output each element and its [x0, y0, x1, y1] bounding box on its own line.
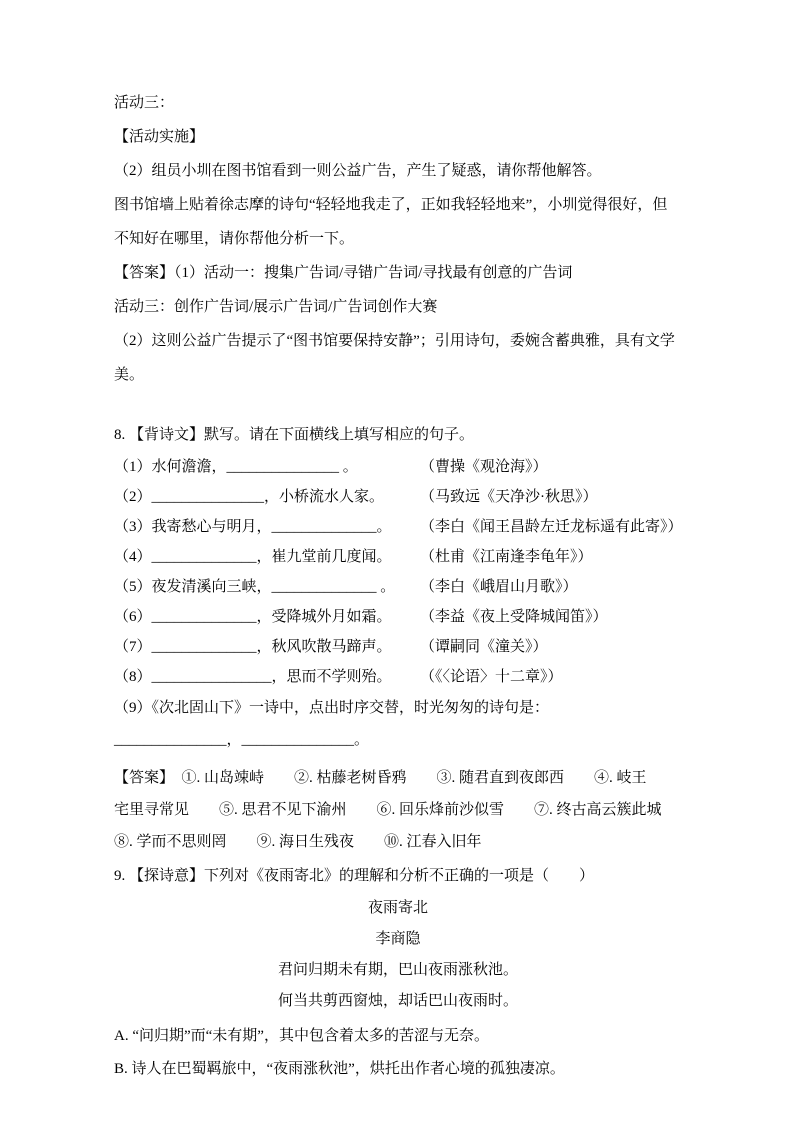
poem-verse-line: 君问归期未有期，巴山夜雨涨秋池。: [277, 962, 518, 978]
dictation-item-text: （1）水何澹澹，_______________ 。: [114, 459, 358, 475]
dictation-item: [114, 452, 682, 482]
dictation-item-text: （6）______________，受降城外月如霜。: [114, 609, 392, 625]
question-9-stem: 9. 【探诗意】下列对《夜雨寄北》的理解和分析不正确的一项是（ ）: [114, 868, 595, 884]
dictation-item: [114, 482, 682, 512]
dictation-item-source: （曹操《观沧海》）: [420, 459, 548, 475]
dictation-item-source: （李白《闻王昌龄左迁龙标遥有此寄》）: [420, 519, 683, 535]
question-9-option-b: B. 诗人在巴蜀羁旅中，“夜雨涨秋池”，烘托出作者心境的孤独凄凉。: [114, 1061, 565, 1077]
dictation-item-text: （7）______________，秋风吹散马蹄声。: [114, 639, 392, 655]
dictation-item: [114, 602, 682, 632]
question-8-stem: 8. 【背诗文】默写。请在下面横线上填写相应的句子。: [114, 427, 475, 443]
dictation-item-source: （马致远《天净沙·秋思》）: [420, 489, 598, 505]
dictation-item-source: （《〈论语〉十二章》）: [420, 669, 563, 685]
activity-question-2-detail: 图书馆墙上贴着徐志摩的诗句“轻轻地我走了，正如我轻轻地来”，小圳觉得很好，但不知好在哪里，请你帮他分析一下。: [114, 197, 668, 247]
dictation-item: [114, 512, 682, 542]
poem-title: 夜雨寄北: [367, 900, 428, 916]
dictation-item-source: （李益《夜上受降城闻笛》）: [420, 609, 608, 625]
activity-subheading: 【活动实施】: [114, 129, 205, 145]
dictation-item-9-blanks: _______________，_______________。: [114, 732, 370, 748]
dictation-item-source: （谭嗣同《潼关》）: [420, 639, 548, 655]
dictation-item-text: （4）______________，崔九堂前几度闻。: [114, 549, 392, 565]
section-question-8: [114, 418, 682, 858]
activity-answer-line-1: 【答案】（1）活动一：搜集广告词/寻错广告词/寻找最有创意的广告词: [114, 265, 573, 281]
dictation-item-9-prompt: （9）《次北固山下》一诗中，点出时序交替，时光匆匆的诗句是：: [114, 700, 550, 716]
dictation-item-text: （8）________________，思而不学则殆。: [114, 669, 392, 685]
dictation-item-source: （杜甫《江南逢李龟年》）: [420, 549, 593, 565]
question-9-option-a: A. “问归期”而“未有期”，其中包含着太多的苦涩与无奈。: [114, 1028, 489, 1044]
activity-question-2: （2）组员小圳在图书馆看到一则公益广告，产生了疑惑，请你帮他解答。: [114, 163, 602, 179]
poem-author: 李商隐: [375, 931, 421, 947]
activity-answer-line-2: 活动三：创作广告词/展示广告词/广告词创作大赛: [114, 299, 438, 315]
dictation-item-text: （5）夜发清溪向三峡，______________ 。: [114, 579, 396, 595]
section-activity: [114, 86, 682, 392]
question-8-answer-line-1: 【答案】 ①. 山岛竦峙 ②. 枯藤老树昏鸦 ③. 随君直到夜郎西 ④. 岐王: [114, 770, 647, 786]
dictation-item: [114, 662, 682, 692]
question-8-answer: [114, 762, 682, 858]
dictation-item: [114, 572, 682, 602]
section-question-9: [114, 860, 682, 1086]
question-8-answer-line-3: ⑧. 学而不思则罔 ⑨. 海日生残夜 ⑩. 江春入旧年: [114, 834, 482, 850]
activity-answer-line-3: （2）这则公益广告提示了“图书馆要保持安静”；引用诗句，委婉含蓄典雅，具有文学美。: [114, 333, 675, 383]
activity-heading: 活动三：: [114, 95, 175, 111]
dictation-item: [114, 542, 682, 572]
dictation-item-text: （3）我寄愁心与明月，______________。: [114, 519, 392, 535]
dictation-item-source: （李白《峨眉山月歌》）: [420, 579, 578, 595]
question-8-answer-line-2: 宅里寻常见 ⑤. 思君不见下渝州 ⑥. 回乐烽前沙似雪 ⑦. 终古高云簇此城: [114, 802, 662, 818]
dictation-item-text: （2）_______________，小桥流水人家。: [114, 489, 385, 505]
dictation-item: [114, 632, 682, 662]
poem-verse-line: 何当共剪西窗烛，却话巴山夜雨时。: [277, 993, 518, 1009]
